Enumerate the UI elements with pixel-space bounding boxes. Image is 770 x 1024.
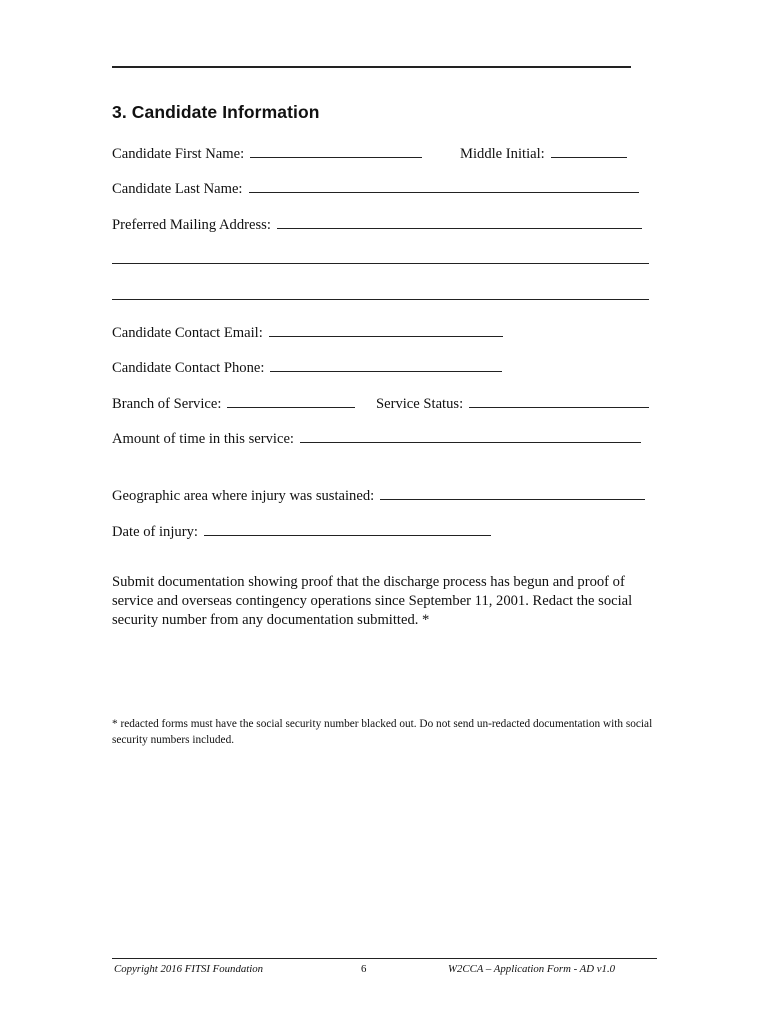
time-in-service-field[interactable]: [300, 428, 641, 443]
contact-email-label: Candidate Contact Email:: [112, 325, 263, 341]
geographic-area-field[interactable]: [380, 485, 645, 500]
mailing-address-label: Preferred Mailing Address:: [112, 217, 271, 233]
section-title: 3. Candidate Information: [112, 102, 320, 122]
status-row: [376, 393, 649, 413]
time-in-service-row: [112, 428, 641, 448]
contact-phone-row: [112, 357, 502, 377]
date-of-injury-label: Date of injury:: [112, 524, 198, 540]
first-name-row: [112, 143, 422, 163]
branch-label: Branch of Service:: [112, 396, 222, 412]
status-field[interactable]: [469, 393, 649, 408]
branch-field[interactable]: [227, 393, 355, 408]
date-of-injury-field[interactable]: [204, 521, 491, 536]
contact-phone-field[interactable]: [270, 357, 502, 372]
geographic-area-label: Geographic area where injury was sustained:: [112, 488, 375, 504]
mailing-address-field[interactable]: [277, 214, 642, 229]
last-name-row: [112, 178, 639, 198]
branch-row: [112, 393, 355, 413]
middle-initial-label: Middle Initial:: [460, 146, 545, 162]
contact-email-field[interactable]: [269, 322, 503, 337]
last-name-field[interactable]: [249, 178, 639, 193]
mailing-address-row: [112, 214, 642, 234]
mailing-address-line-2[interactable]: [112, 263, 649, 264]
contact-email-row: [112, 322, 503, 342]
footer-page-number: 6: [361, 963, 367, 975]
time-in-service-label: Amount of time in this service:: [112, 431, 294, 447]
middle-initial-row: [460, 143, 627, 163]
header-rule: [112, 66, 631, 68]
first-name-label: Candidate First Name:: [112, 146, 245, 162]
middle-initial-field[interactable]: [551, 143, 627, 158]
first-name-field[interactable]: [250, 143, 422, 158]
last-name-label: Candidate Last Name:: [112, 181, 243, 197]
status-label: Service Status:: [376, 396, 464, 412]
documentation-instructions: Submit documentation showing proof that the discharge process has begun and proof of service and overseas contingency operations since September 11, 2001. Redact the social security number from any documentation submitted. *: [112, 574, 633, 628]
redaction-footnote: * redacted forms must have the social security number blacked out. Do not send un-redacted documentation with social security numbers included.: [112, 718, 653, 746]
footer-rule: [112, 958, 657, 959]
footer-form-id: W2CCA – Application Form - AD v1.0: [448, 963, 616, 975]
date-of-injury-row: [112, 521, 491, 541]
contact-phone-label: Candidate Contact Phone:: [112, 360, 265, 376]
footer-copyright: Copyright 2016 FITSI Foundation: [114, 963, 264, 975]
mailing-address-line-3[interactable]: [112, 299, 649, 300]
geographic-area-row: [112, 485, 645, 505]
